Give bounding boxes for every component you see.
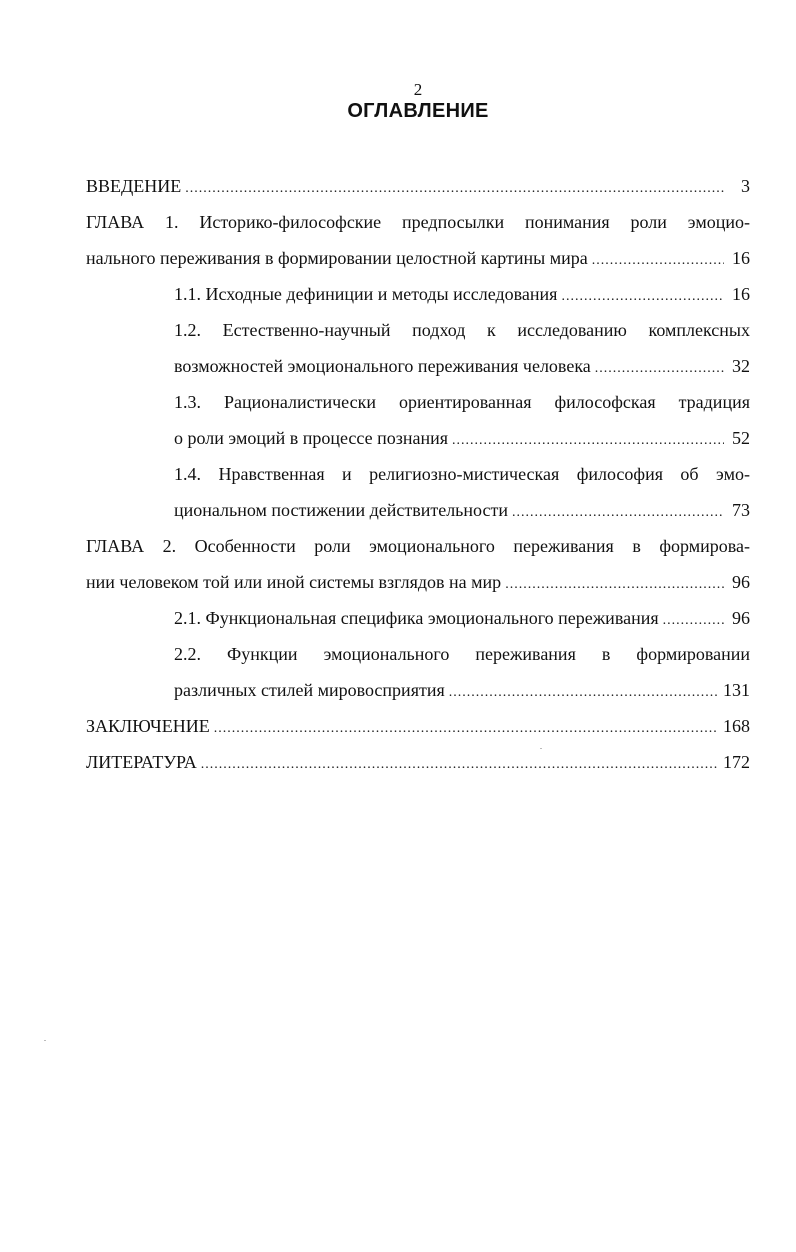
toc-entry-text: 1.4. Нравственная и религиозно-мистическая философия об эмо- <box>174 464 750 484</box>
toc-page-number: 52 <box>732 428 750 448</box>
toc-entry-chapter-2-line-1 <box>86 528 750 564</box>
toc-entry-text: возможностей эмоционального переживания человека <box>174 356 591 376</box>
toc-entry-chapter-2-line-2 <box>86 564 750 600</box>
toc-entry-section-1-2-line-2 <box>86 348 750 384</box>
toc-entry-text: 1.3. Рационалистически ориентированная философская традиция <box>174 392 750 412</box>
page-title: ОГЛАВЛЕНИЕ <box>347 100 489 122</box>
table-of-contents <box>86 168 750 780</box>
toc-entry-chapter-1-line-2 <box>86 240 750 276</box>
dot-leader <box>201 747 717 783</box>
toc-entry-text: 1.1. Исходные дефиниции и методы исследования <box>174 284 558 304</box>
toc-page-number: 96 <box>732 608 750 628</box>
toc-entry-conclusion <box>86 708 750 744</box>
toc-entry-section-2-2-line-1 <box>86 636 750 672</box>
toc-entry-literature <box>86 744 750 780</box>
dot-leader <box>663 603 724 639</box>
toc-entry-section-1-3-line-1 <box>86 384 750 420</box>
toc-entry-text: различных стилей мировосприятия <box>174 680 445 700</box>
toc-entry-text: 2.1. Функциональная специфика эмоционального переживания <box>174 608 659 628</box>
toc-entry-section-2-2-line-2 <box>86 672 750 708</box>
toc-entry-section-1-4-line-1 <box>86 456 750 492</box>
toc-entry-text: 2.2. Функции эмоционального переживания в формировании <box>174 644 750 664</box>
toc-entry-section-1-2-line-1 <box>86 312 750 348</box>
dot-leader <box>595 351 724 387</box>
toc-entry-text: ГЛАВА 2. Особенности роли эмоционального переживания в формирова- <box>86 536 750 556</box>
toc-page-number: 32 <box>732 356 750 376</box>
toc-page-number: 16 <box>732 284 750 304</box>
toc-page-number: 168 <box>723 716 750 736</box>
toc-entry-section-2-1 <box>86 600 750 636</box>
toc-entry-section-1-1 <box>86 276 750 312</box>
toc-page-number: 131 <box>723 680 750 700</box>
dot-leader <box>592 243 724 279</box>
page-number: 2 <box>413 80 423 99</box>
toc-page-number: 16 <box>732 248 750 268</box>
toc-entry-intro <box>86 168 750 204</box>
toc-page-number: 172 <box>723 752 750 772</box>
toc-entry-text: ЛИТЕРАТУРА <box>86 752 197 772</box>
toc-entry-chapter-1-line-1 <box>86 204 750 240</box>
toc-entry-text: нального переживания в формировании целостной картины мира <box>86 248 588 268</box>
toc-entry-text: ЗАКЛЮЧЕНИЕ <box>86 716 210 736</box>
toc-entry-section-1-3-line-2 <box>86 420 750 456</box>
scan-speck <box>540 748 542 749</box>
toc-entry-text: ГЛАВА 1. Историко-философские предпосылки понимания роли эмоцио- <box>86 212 750 232</box>
toc-page-number: 96 <box>732 572 750 592</box>
toc-page-number: 3 <box>741 176 750 196</box>
toc-entry-text: о роли эмоций в процессе познания <box>174 428 449 448</box>
dot-leader <box>214 711 717 747</box>
scan-speck <box>44 1040 46 1041</box>
dot-leader <box>452 423 724 459</box>
toc-entry-text: ВВЕДЕНИЕ <box>86 176 182 196</box>
dot-leader <box>505 567 724 603</box>
toc-entry-text: циональном постижении действительности <box>174 500 508 520</box>
toc-entry-text: 1.2. Естественно-научный подход к исследованию комплексных <box>174 320 750 340</box>
dot-leader <box>512 495 724 531</box>
toc-entry-section-1-4-line-2 <box>86 492 750 528</box>
dot-leader <box>449 675 717 711</box>
toc-page-number: 73 <box>732 500 750 520</box>
dot-leader <box>561 279 724 315</box>
dot-leader <box>185 171 724 207</box>
toc-entry-text: нии человеком той или иной системы взглядов на мир <box>86 572 502 592</box>
